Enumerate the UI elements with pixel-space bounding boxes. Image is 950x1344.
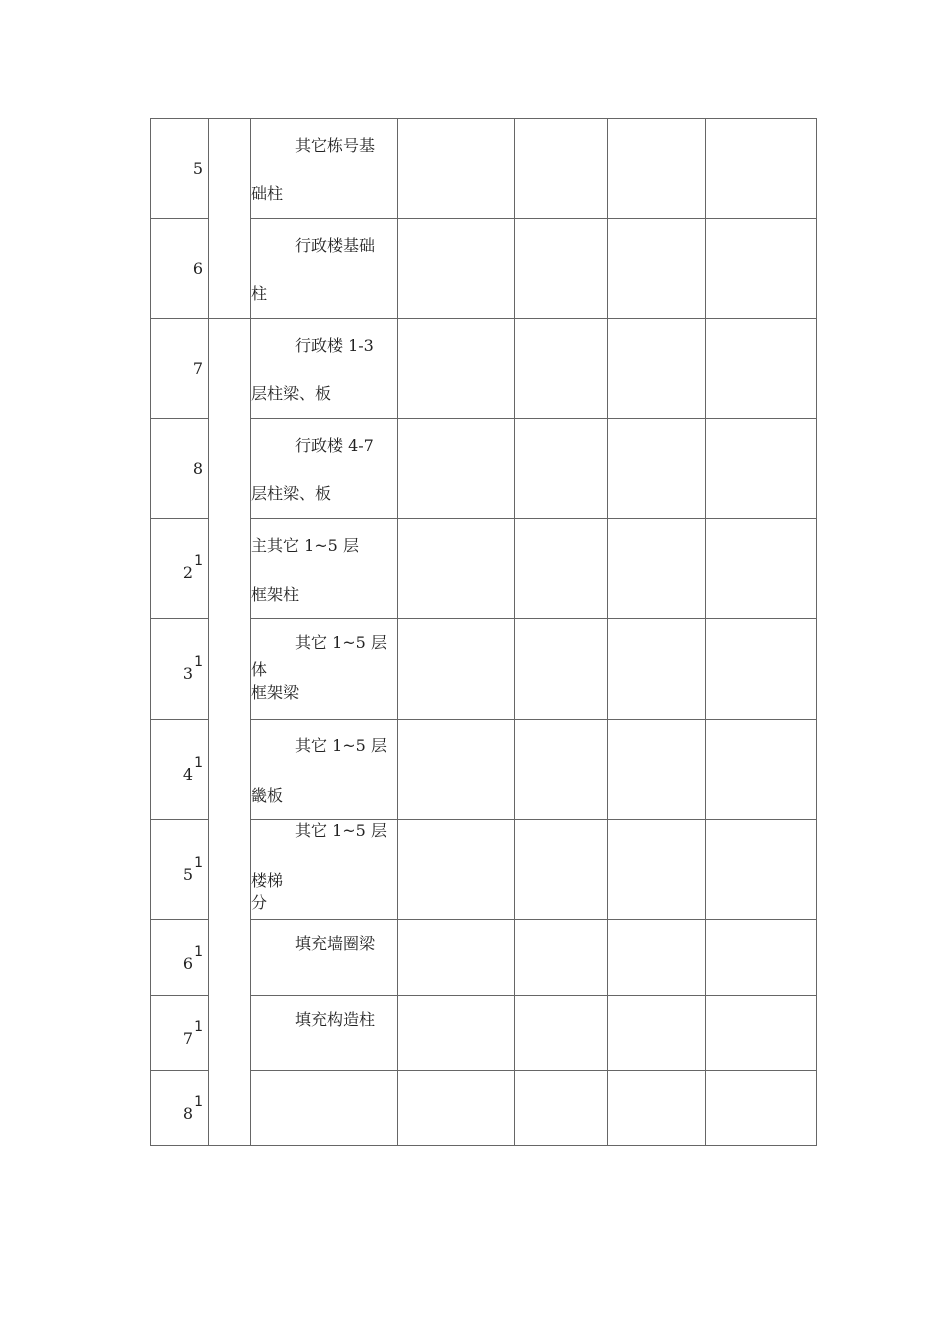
- row-number-cell: [151, 920, 209, 996]
- empty-cell: [515, 619, 608, 720]
- category-cell: [209, 319, 251, 1146]
- table-row: [151, 119, 817, 219]
- description-cell: [251, 319, 398, 419]
- empty-cell: [398, 519, 515, 619]
- empty-cell: [398, 1071, 515, 1146]
- row-number: 7: [192, 359, 203, 378]
- table-row: [151, 219, 817, 319]
- empty-cell: [608, 419, 706, 519]
- empty-cell: [398, 319, 515, 419]
- empty-cell: [608, 1071, 706, 1146]
- row-number-cell: [151, 996, 209, 1071]
- category-cell: [209, 119, 251, 319]
- empty-cell: [706, 319, 817, 419]
- description-line-1: 其它栋号基: [295, 136, 376, 155]
- empty-cell: [706, 996, 817, 1071]
- description-cell: [251, 996, 398, 1071]
- row-number-superscript: 1: [194, 755, 203, 771]
- empty-cell: [608, 219, 706, 319]
- empty-cell: [398, 619, 515, 720]
- row-number-cell: [151, 619, 209, 720]
- row-number-superscript: 1: [194, 1019, 203, 1035]
- table-row: [151, 1071, 817, 1146]
- empty-cell: [398, 820, 515, 920]
- empty-cell: [706, 519, 817, 619]
- table-row: [151, 319, 817, 419]
- row-number: 6: [192, 259, 203, 278]
- description-line-2: 畿板: [251, 786, 284, 805]
- row-number-cell: [151, 519, 209, 619]
- empty-cell: [706, 119, 817, 219]
- description-cell: [251, 219, 398, 319]
- description-line-2: 层柱梁、板: [251, 484, 332, 503]
- description-cell: [251, 519, 398, 619]
- empty-cell: [608, 996, 706, 1071]
- row-number-cell: [151, 219, 209, 319]
- row-number-cell: [151, 419, 209, 519]
- empty-cell: [608, 720, 706, 820]
- description-line-1: 填充构造柱: [295, 1010, 376, 1029]
- empty-cell: [608, 519, 706, 619]
- empty-cell: [515, 920, 608, 996]
- description-line-2: 楼梯: [251, 871, 284, 890]
- description-line-2: 体: [251, 660, 268, 679]
- description-cell: [251, 419, 398, 519]
- empty-cell: [706, 720, 817, 820]
- description-cell: [251, 920, 398, 996]
- table-row: [151, 619, 817, 720]
- row-number-superscript: 1: [194, 855, 203, 871]
- row-number-cell: [151, 820, 209, 920]
- empty-cell: [608, 619, 706, 720]
- row-number: 8: [182, 1104, 193, 1123]
- empty-cell: [515, 1071, 608, 1146]
- row-number-cell: [151, 1071, 209, 1146]
- description-line-1: 填充墙圈梁: [295, 934, 376, 953]
- row-number-cell: [151, 319, 209, 419]
- description-line-1: 行政楼基础: [295, 236, 376, 255]
- empty-cell: [706, 920, 817, 996]
- description-line-1: 其它 1~5 层: [295, 633, 387, 652]
- row-number-superscript: 1: [194, 944, 203, 960]
- description-line-3: 分: [251, 893, 268, 912]
- description-line-2: 柱: [251, 284, 268, 303]
- empty-cell: [706, 619, 817, 720]
- empty-cell: [515, 720, 608, 820]
- description-line-1: 主其它 1~5 层: [251, 536, 359, 555]
- description-line-2: 层柱梁、板: [251, 384, 332, 403]
- description-line-1: 其它 1~5 层: [295, 821, 387, 840]
- description-line-1: 行政楼 4-7: [295, 436, 374, 455]
- row-number: 2: [182, 563, 193, 582]
- description-line-2: 框架柱: [251, 585, 300, 604]
- empty-cell: [515, 519, 608, 619]
- row-number: 4: [182, 765, 193, 784]
- table-row: [151, 419, 817, 519]
- description-cell: [251, 619, 398, 720]
- row-number: 3: [182, 664, 193, 683]
- empty-cell: [515, 996, 608, 1071]
- table-row: [151, 920, 817, 996]
- empty-cell: [398, 119, 515, 219]
- table-row: [151, 519, 817, 619]
- row-number-superscript: 1: [194, 654, 203, 670]
- description-cell: [251, 820, 398, 920]
- empty-cell: [515, 319, 608, 419]
- description-cell: [251, 1071, 398, 1146]
- row-number-superscript: 1: [194, 553, 203, 569]
- row-number-superscript: 1: [194, 1094, 203, 1110]
- empty-cell: [608, 119, 706, 219]
- row-number: 6: [182, 954, 193, 973]
- empty-cell: [515, 419, 608, 519]
- description-cell: [251, 119, 398, 219]
- row-number: 5: [182, 865, 193, 884]
- empty-cell: [398, 996, 515, 1071]
- empty-cell: [706, 419, 817, 519]
- description-line-2: 础柱: [251, 184, 284, 203]
- document-table: [150, 118, 817, 1146]
- row-number-cell: [151, 720, 209, 820]
- description-line-1: 其它 1~5 层: [295, 736, 387, 755]
- table-row: [151, 820, 817, 920]
- description-cell: [251, 720, 398, 820]
- empty-cell: [608, 820, 706, 920]
- table-row: [151, 996, 817, 1071]
- description-line-3: 框架梁: [251, 683, 300, 702]
- empty-cell: [608, 319, 706, 419]
- empty-cell: [608, 920, 706, 996]
- row-number: 8: [192, 459, 203, 478]
- empty-cell: [515, 820, 608, 920]
- empty-cell: [706, 820, 817, 920]
- row-number: 5: [192, 159, 203, 178]
- row-number-cell: [151, 119, 209, 219]
- empty-cell: [398, 219, 515, 319]
- empty-cell: [398, 419, 515, 519]
- empty-cell: [398, 920, 515, 996]
- empty-cell: [515, 219, 608, 319]
- empty-cell: [706, 1071, 817, 1146]
- empty-cell: [706, 219, 817, 319]
- row-number: 7: [182, 1029, 193, 1048]
- table-row: [151, 720, 817, 820]
- empty-cell: [398, 720, 515, 820]
- description-line-1: 行政楼 1-3: [295, 336, 374, 355]
- empty-cell: [515, 119, 608, 219]
